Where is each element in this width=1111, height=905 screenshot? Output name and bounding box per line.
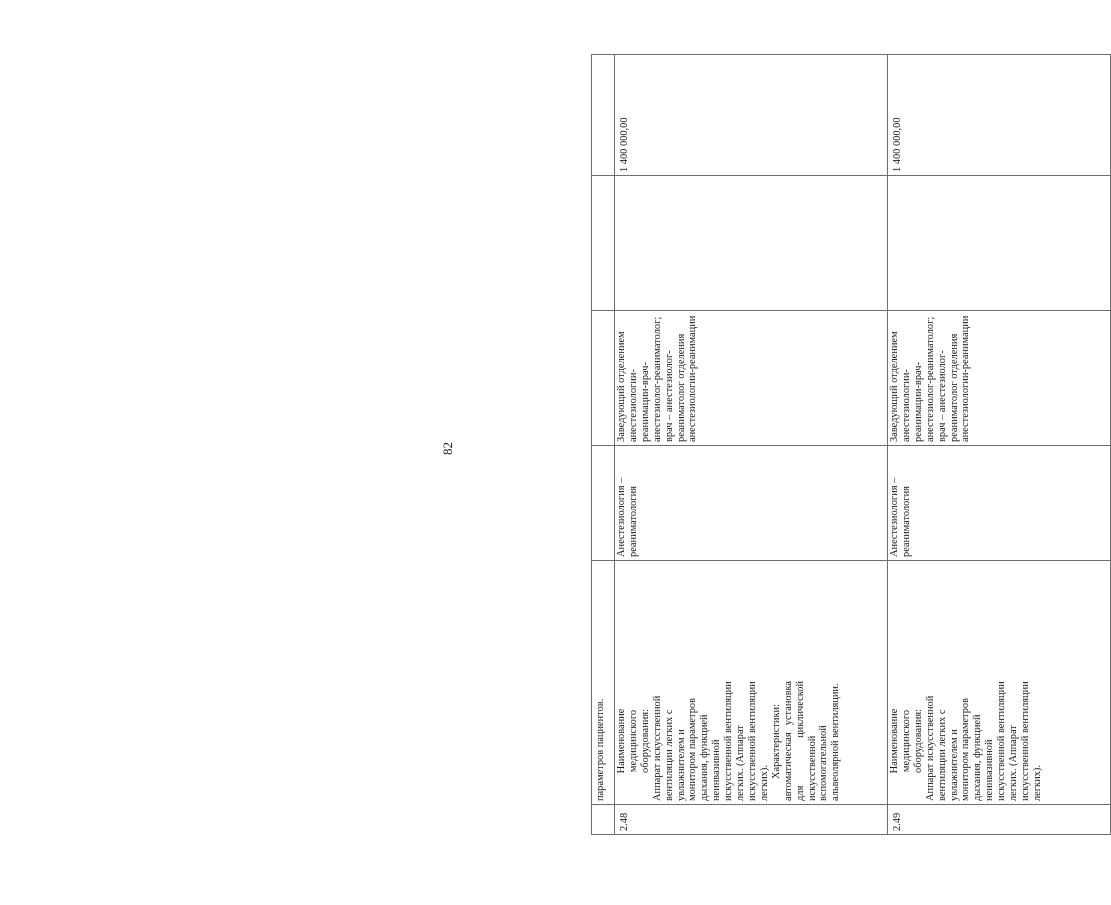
price-text: 1 400 000,00 bbox=[619, 117, 630, 172]
equipment-name-body: Аппарат искусственной вентиляции легких с увлажнителем и монитором параметров дыхания, функцией неинвазивной искусственной вентиляции легких. (Аппарат искусственной вентиляции легких). bbox=[924, 681, 1043, 801]
equipment-characteristics: Характеристики: автоматическая установка для циклической искусственной вспомогательной альвеолярной вентиляции. bbox=[770, 681, 842, 801]
row-number: 2.49 bbox=[892, 812, 903, 831]
table-row-continuation bbox=[592, 55, 615, 835]
specialty-cell bbox=[592, 446, 615, 561]
price-text: 1 400 000,00 bbox=[892, 117, 903, 172]
equipment-name-body: Аппарат искусственной вентиляции легких с увлажнителем и монитором параметров дыхания, функцией неинвазивной искусственной вентиляции легких. (Аппарат искусственной вентиляции легких). bbox=[651, 681, 770, 801]
equipment-name-heading: Наименование медицинского оборудования: bbox=[889, 708, 924, 774]
equipment-name-heading: Наименование медицинского оборудования: bbox=[616, 708, 651, 774]
name-cell bbox=[615, 561, 888, 805]
empty-cell bbox=[615, 176, 888, 311]
row-number: 2.48 bbox=[619, 812, 630, 831]
number-cell bbox=[888, 805, 1111, 835]
empty-cell bbox=[888, 176, 1111, 311]
specialty-text: Анестезиология – реаниматология bbox=[889, 477, 912, 557]
number-cell bbox=[615, 805, 888, 835]
table-row bbox=[888, 55, 1111, 835]
positions-cell bbox=[592, 311, 615, 446]
equipment-table-sheet bbox=[591, 55, 1111, 835]
price-cell bbox=[592, 55, 615, 176]
equipment-table bbox=[591, 54, 1111, 835]
positions-cell bbox=[615, 311, 888, 446]
positions-text: Заведующий отделением анестезиологии-реанимации-врач-анестезиолог-реаниматолог; врач – анестезиолог-реаниматолог отделения анестезиологии-реанимации bbox=[889, 315, 972, 442]
specialty-cell bbox=[615, 446, 888, 561]
name-cell bbox=[592, 561, 615, 805]
positions-text: Заведующий отделением анестезиологии-реанимации-врач-анестезиолог-реаниматолог; врач – анестезиолог-реаниматолог отделения анестезиологии-реанимации bbox=[616, 315, 699, 442]
name-cell bbox=[888, 561, 1111, 805]
price-cell bbox=[615, 55, 888, 176]
page-number: 82 bbox=[440, 442, 455, 455]
positions-cell bbox=[888, 311, 1111, 446]
specialty-text: Анестезиология – реаниматология bbox=[616, 477, 639, 557]
continuation-text: параметров пациентов. bbox=[595, 698, 606, 801]
table-row bbox=[615, 55, 888, 835]
specialty-cell bbox=[888, 446, 1111, 561]
number-cell bbox=[592, 805, 615, 835]
empty-cell bbox=[592, 176, 615, 311]
price-cell bbox=[888, 55, 1111, 176]
